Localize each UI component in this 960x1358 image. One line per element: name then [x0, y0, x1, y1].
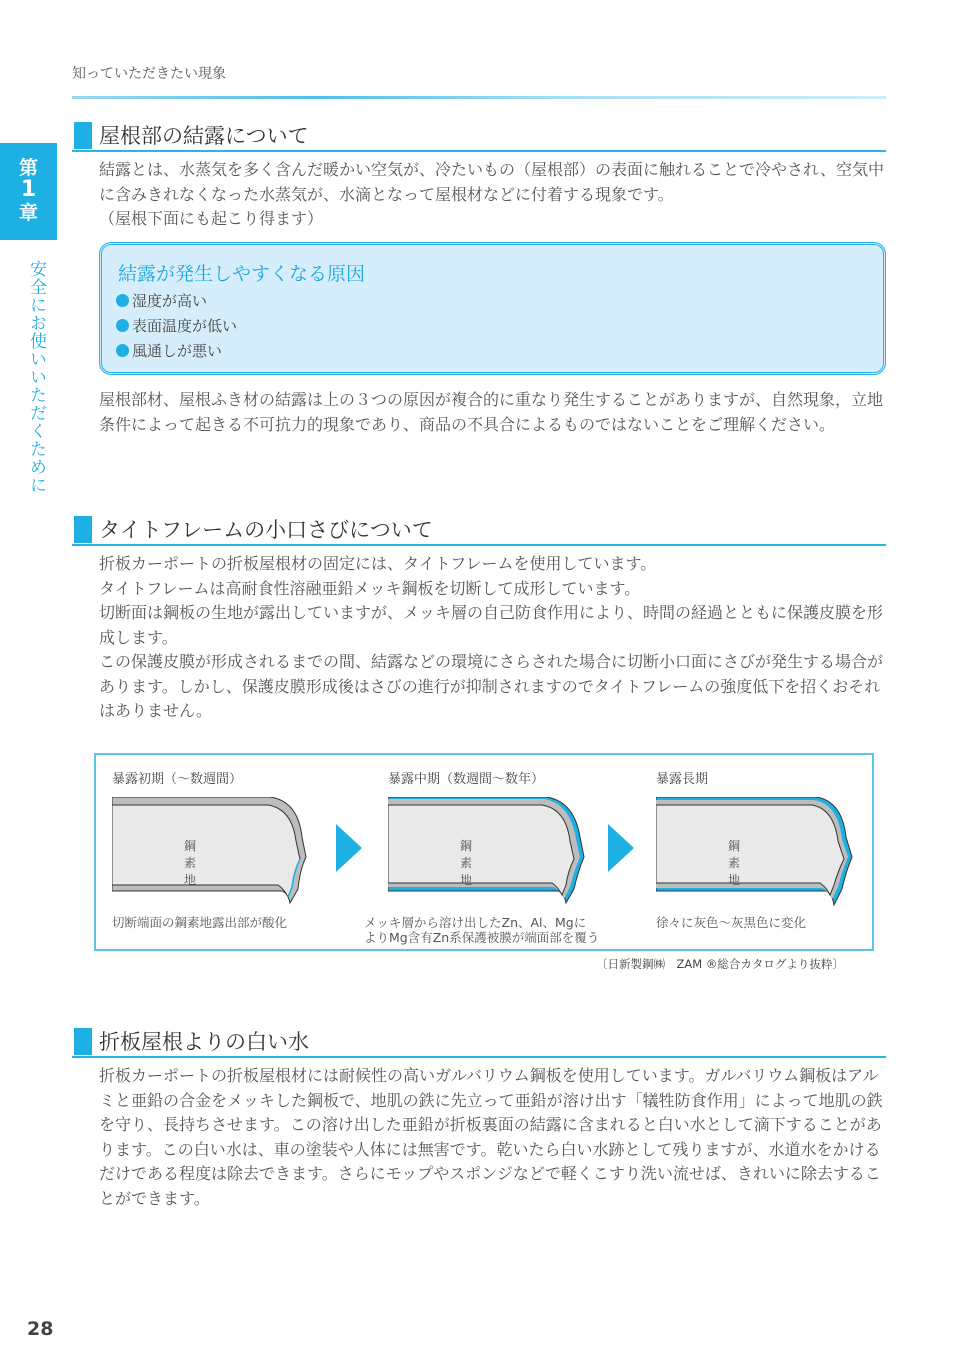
- section-title: タイトフレームの小口さびについて: [99, 518, 433, 542]
- cause-item: 表面温度が低い: [116, 314, 237, 339]
- heading-marker: [74, 516, 92, 543]
- section-heading: [72, 1026, 886, 1058]
- bullet-icon: [116, 294, 129, 307]
- stage-label: 暴露長期: [656, 772, 709, 787]
- bullet-icon: [116, 344, 129, 357]
- section-title: 屋根部の結露について: [99, 124, 309, 148]
- running-header: 知っていただきたい現象: [72, 66, 226, 82]
- figure-credit: 〔日新製鋼㈱ ZAM ®総合カタログより抜粋〕: [596, 957, 844, 971]
- bullet-icon: [116, 319, 129, 332]
- stage-caption: メッキ層から溶け出したZn、Al、Mgに よりMg含有Zn系保護被膜が端面部を覆う: [364, 915, 600, 945]
- section-body: [99, 552, 889, 724]
- cause-item: 風通しが悪い: [116, 339, 237, 364]
- header-rule: [72, 96, 886, 99]
- paragraph: 結露とは、水蒸気を多く含んだ暖かい空気が、冷たいもの（屋根部）の表面に触れることで冷やされ、空気中に含みきれなくなった水蒸気が、水滴となって屋根材などに付着する現象です。: [99, 160, 884, 204]
- stage-label: 暴露初期（〜数週間）: [112, 772, 243, 787]
- core-label: 鋼素地: [184, 839, 197, 887]
- core-label: 鋼素地: [460, 839, 473, 887]
- section-body-continued: [99, 387, 889, 437]
- section-body: [99, 158, 889, 232]
- section-white-water: [72, 1026, 886, 1211]
- chapter-prefix: 第: [18, 157, 38, 179]
- core-label: 鋼素地: [728, 839, 741, 887]
- page-number: 28: [27, 1318, 54, 1340]
- section-tight-frame-rust: [72, 514, 886, 724]
- steel-edge-diagram: [656, 797, 856, 909]
- cause-item: 湿度が高い: [116, 289, 237, 314]
- section-heading: [72, 120, 886, 152]
- stage-caption: 徐々に灰色〜灰黒色に変化: [656, 915, 807, 930]
- steel-edge-diagram: [112, 797, 312, 909]
- steel-edge-diagram: [388, 797, 598, 909]
- paragraph: この保護皮膜が形成されるまでの間、結露などの環境にさらされた場合に切断小口面にさびが発生する場合があります。しかし、保護皮膜形成後はさびの進行が抑制されますのでタイトフレームの強度低下を招くおそれはありません。: [99, 652, 884, 720]
- stage-label: 暴露中期（数週間〜数年）: [388, 772, 545, 787]
- cause-list: [116, 289, 237, 364]
- heading-marker: [74, 1028, 92, 1055]
- cause-box-title: 結露が発生しやすくなる原因: [118, 263, 366, 285]
- stage-caption: 切断端面の鋼素地露出部が酸化: [112, 915, 288, 930]
- paragraph: （屋根下面にも起こり得ます）: [99, 209, 324, 228]
- arrow-right-icon: [608, 824, 634, 872]
- paragraph: タイトフレームは高耐食性溶融亜鉛メッキ鋼板を切断して成形しています。: [99, 578, 641, 598]
- chapter-tab: [0, 143, 57, 240]
- section-body: [99, 1064, 889, 1211]
- heading-marker: [74, 122, 92, 149]
- section-condensation: [72, 120, 886, 232]
- section-title: 折板屋根よりの白い水: [99, 1030, 309, 1054]
- chapter-suffix: 章: [18, 202, 38, 224]
- cause-box: [99, 242, 886, 375]
- paragraph: 折板カーポートの折板屋根材の固定には、タイトフレームを使用しています。: [99, 554, 657, 573]
- chapter-name: 安全にお使いいただくために: [26, 260, 46, 494]
- corrosion-figure: [94, 753, 874, 951]
- paragraph: 折板カーポートの折板屋根材には耐候性の高いガルバリウム鋼板を使用しています。ガルバリウム鋼板はアルミと亜鉛の合金をメッキした鋼板で、地肌の鉄に先立って亜鉛が溶け出す「犠牲防食作用」によって地肌の鉄を守り、長持ちさせます。この溶け出した亜鉛が折板裏面の結露に含まれると白い水として滴下することがあります。この白い水は、車の塗装や人体には無害です。乾いたら白い水跡として残りますが、水道水をかけるだけである程度は除去できます。さらにモップやスポンジなどで軽くこすり洗い流せば、きれいに除去することができます。: [99, 1066, 883, 1208]
- paragraph: 屋根部材、屋根ふき材の結露は上の３つの原因が複合的に重なり発生することがありますが、自然現象，立地条件によって起きる不可抗力的現象であり、商品の不具合によるものではないことをご理解ください。: [99, 390, 884, 434]
- paragraph: 切断面は鋼板の生地が露出していますが、メッキ層の自己防食作用により、時間の経過とともに保護皮膜を形成します。: [99, 603, 884, 647]
- section-heading: [72, 514, 886, 546]
- arrow-right-icon: [336, 824, 362, 872]
- chapter-number: 1: [20, 177, 37, 202]
